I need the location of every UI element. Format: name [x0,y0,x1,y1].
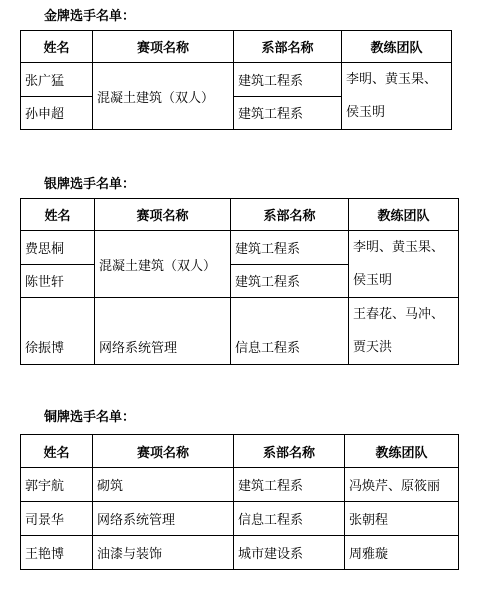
coach-line: 王春花、马冲、 [353,307,445,322]
header-name: 姓名 [21,435,93,468]
coach-cell [349,231,459,298]
header-dept: 系部名称 [231,199,349,231]
header-row [21,31,452,63]
name-cell: 陈世轩 [21,264,95,298]
coach-cell [349,298,459,365]
header-event: 赛项名称 [93,435,234,468]
coach-line: 侯玉明 [346,105,386,120]
bronze-heading: 铜牌选手名单： [44,410,136,425]
event-cell: 网络系统管理 [95,298,231,365]
name-cell: 王艳博 [21,536,93,570]
name-cell: 郭宇航 [21,468,93,502]
coach-line: 侯玉明 [353,273,393,288]
dept-cell: 建筑工程系 [231,264,349,298]
gold-table [20,30,452,130]
header-event: 赛项名称 [93,31,234,63]
coach-line: 李明、黄玉果、 [353,240,445,255]
event-cell: 砌筑 [93,468,234,502]
table-row [21,298,459,365]
name-cell: 费思桐 [21,231,95,265]
bronze-table [20,434,459,570]
header-coach: 教练团队 [349,199,459,231]
dept-cell: 建筑工程系 [234,96,342,130]
table-row [21,468,459,502]
dept-cell: 城市建设系 [234,536,345,570]
event-cell: 油漆与装饰 [93,536,234,570]
coach-cell: 周雅璇 [345,536,459,570]
dept-cell: 建筑工程系 [234,63,342,97]
table-row [21,63,452,97]
dept-cell: 信息工程系 [234,502,345,536]
silver-table [20,198,459,365]
header-row [21,435,459,468]
event-cell: 混凝土建筑（双人） [95,231,231,298]
header-coach: 教练团队 [342,31,452,63]
header-dept: 系部名称 [234,31,342,63]
coach-cell: 冯焕芹、原筱丽 [345,468,459,502]
event-cell: 网络系统管理 [93,502,234,536]
name-cell: 孙申超 [21,96,93,130]
silver-heading: 银牌选手名单： [44,177,136,192]
header-name: 姓名 [21,31,93,63]
header-name: 姓名 [21,199,95,231]
table-row [21,536,459,570]
coach-cell [342,63,452,130]
name-cell: 张广猛 [21,63,93,97]
table-row [21,231,459,265]
event-cell: 混凝土建筑（双人） [93,63,234,130]
dept-cell: 信息工程系 [231,298,349,365]
dept-cell: 建筑工程系 [231,231,349,265]
table-row [21,502,459,536]
name-cell: 司景华 [21,502,93,536]
header-event: 赛项名称 [95,199,231,231]
coach-line: 李明、黄玉果、 [346,72,438,87]
header-row [21,199,459,231]
gold-heading: 金牌选手名单： [44,9,136,24]
coach-cell: 张朝程 [345,502,459,536]
dept-cell: 建筑工程系 [234,468,345,502]
name-cell: 徐振博 [21,298,95,365]
header-dept: 系部名称 [234,435,345,468]
coach-line: 贾天洪 [353,340,393,355]
header-coach: 教练团队 [345,435,459,468]
